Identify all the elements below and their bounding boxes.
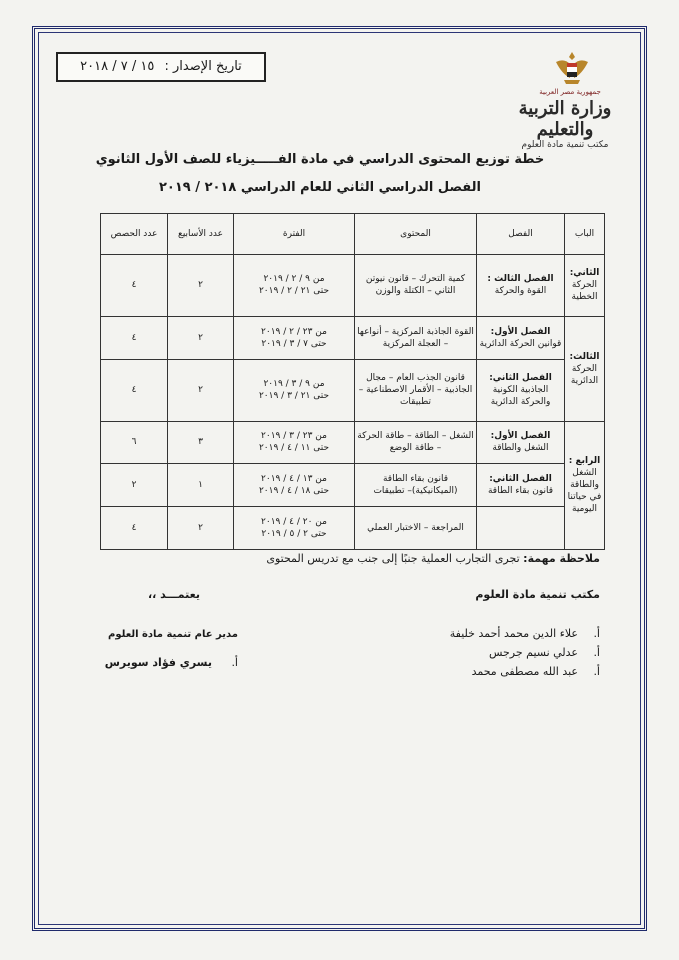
chapter-number: الفصل الأول: bbox=[490, 326, 551, 337]
approval-label: يعتمـــد ،، bbox=[147, 588, 200, 601]
period-from: من ٩ / ٢ / ٢٠١٩ bbox=[263, 274, 325, 285]
classes-cell: ٤ bbox=[101, 507, 168, 550]
director-signature bbox=[78, 656, 238, 669]
chapter-name: الشغل والطاقة bbox=[492, 443, 549, 454]
chapter-number: الفصل الثالث : bbox=[487, 274, 554, 285]
weeks-cell: ٢ bbox=[168, 359, 234, 421]
chapter-name: قانون بقاء الطاقة bbox=[487, 486, 554, 497]
issue-date-label: تاريخ الإصدار : bbox=[164, 59, 242, 74]
weeks-cell: ٢ bbox=[168, 255, 234, 317]
ministry-caption: جمهورية مصر العربية bbox=[539, 88, 601, 96]
weeks-cell: ٣ bbox=[168, 421, 234, 464]
period-to: حتى ١٨ / ٤ / ٢٠١٩ bbox=[258, 486, 330, 497]
plan-subtitle: الفصل الدراسي الثاني للعام الدراسي ٢٠١٨ / ٢٠١٩ bbox=[159, 180, 481, 195]
staff-name: عدلي نسيم جرجس bbox=[488, 646, 578, 659]
chapter-name: قوانين الحركة الدائرية bbox=[479, 338, 562, 349]
important-note bbox=[100, 552, 600, 565]
classes-cell: ٤ bbox=[101, 316, 168, 359]
header-fasl: الفصل bbox=[477, 214, 565, 255]
bab-cell bbox=[565, 255, 605, 317]
issue-date-box bbox=[56, 52, 266, 82]
chapter-number: الفصل الأول: bbox=[490, 431, 551, 442]
weeks-cell: ٢ bbox=[168, 316, 234, 359]
period-cell bbox=[234, 255, 355, 317]
office-subtitle: مكتب تنمية مادة العلوم bbox=[521, 140, 609, 150]
header-period: الفترة bbox=[234, 214, 355, 255]
eagle-emblem-icon bbox=[552, 48, 592, 88]
table-row bbox=[101, 359, 605, 421]
header-weeks: عدد الأسابيع bbox=[168, 214, 234, 255]
note-text: تجرى التجارب العملية جنبًا إلى جنب مع تدريس المحتوى bbox=[266, 552, 520, 565]
table-row bbox=[101, 255, 605, 317]
chapter-cell bbox=[477, 421, 565, 464]
bab-name: الحركة الخطية bbox=[571, 280, 598, 303]
bab-title: الثالث: bbox=[569, 351, 600, 362]
period-from: من ١٣ / ٤ / ٢٠١٩ bbox=[261, 474, 327, 485]
content-cell: الشغل – الطاقة – طاقة الحركة – طاقة الوضع bbox=[355, 421, 477, 464]
plan-title: خطة توزيع المحتوى الدراسي في مادة الفـــــيزياء للصف الأول الثانوي bbox=[95, 152, 545, 167]
weeks-cell: ١ bbox=[168, 464, 234, 507]
chapter-cell bbox=[477, 255, 565, 317]
chapter-name: الجاذبية الكونية والحركة الدائرية bbox=[490, 385, 551, 408]
bab-title: الثاني: bbox=[569, 268, 600, 279]
period-cell bbox=[234, 464, 355, 507]
classes-cell: ٦ bbox=[101, 421, 168, 464]
chapter-cell bbox=[477, 464, 565, 507]
period-to: حتى ٧ / ٣ / ٢٠١٩ bbox=[261, 338, 327, 349]
staff-list bbox=[400, 624, 600, 681]
list-item bbox=[400, 662, 600, 681]
director-name: يسري فؤاد سويرس bbox=[104, 656, 212, 669]
table-header-row bbox=[101, 214, 605, 255]
office-signature-title: مكتب تنمية مادة العلوم bbox=[475, 588, 600, 601]
distribution-table bbox=[100, 213, 605, 550]
period-from: من ٢٣ / ٢ / ٢٠١٩ bbox=[261, 326, 327, 337]
period-to: حتى ١١ / ٤ / ٢٠١٩ bbox=[258, 443, 330, 454]
period-cell bbox=[234, 507, 355, 550]
classes-cell: ٤ bbox=[101, 255, 168, 317]
period-to: حتى ٢ / ٥ / ٢٠١٩ bbox=[261, 529, 327, 540]
period-from: من ٩ / ٣ / ٢٠١٩ bbox=[263, 379, 325, 390]
period-cell bbox=[234, 421, 355, 464]
table-row bbox=[101, 507, 605, 550]
director-title: مدير عام تنمية مادة العلوم bbox=[108, 629, 238, 640]
content-cell: كمية التحرك – قانون نيوتن الثاني – الكتلة والوزن bbox=[355, 255, 477, 317]
staff-prefix: أ. bbox=[593, 665, 600, 678]
list-item bbox=[400, 624, 600, 643]
content-cell: قانون بقاء الطاقة (الميكانيكية)– تطبيقات bbox=[355, 464, 477, 507]
chapter-cell bbox=[477, 359, 565, 421]
bab-title: الرابع : bbox=[568, 456, 601, 467]
header-bab: الباب bbox=[565, 214, 605, 255]
staff-prefix: أ. bbox=[593, 627, 600, 640]
bab-cell bbox=[565, 421, 605, 550]
bab-name: الشغل والطاقة في حياتنا اليومية bbox=[567, 468, 602, 515]
issue-date-value: ١٥ / ٧ / ٢٠١٨ bbox=[80, 59, 155, 74]
chapter-cell bbox=[477, 316, 565, 359]
chapter-name: القوة والحركة bbox=[494, 286, 547, 297]
note-label: ملاحظة مهمة: bbox=[523, 552, 600, 565]
director-prefix: أ. bbox=[231, 656, 238, 669]
chapter-number: الفصل الثاني: bbox=[489, 474, 552, 485]
chapter-cell bbox=[477, 507, 565, 550]
ministry-logo-text: وزارة التربية والتعليم bbox=[518, 98, 612, 140]
content-cell: قانون الجذب العام – مجال الجاذبية – الأقمار الاصطناعية – تطبيقات bbox=[355, 359, 477, 421]
period-to: حتى ٢١ / ٣ / ٢٠١٩ bbox=[258, 391, 330, 402]
staff-name: عبد الله مصطفى محمد bbox=[471, 665, 578, 678]
weeks-cell: ٢ bbox=[168, 507, 234, 550]
period-from: من ٢٣ / ٣ / ٢٠١٩ bbox=[261, 431, 327, 442]
bab-name: الحركة الدائرية bbox=[570, 363, 599, 386]
period-cell bbox=[234, 359, 355, 421]
chapter-number: الفصل الثاني: bbox=[489, 373, 552, 384]
table-row bbox=[101, 316, 605, 359]
content-cell: القوة الجاذبة المركزية – أنواعها – العجلة المركزية bbox=[355, 316, 477, 359]
classes-cell: ٢ bbox=[101, 464, 168, 507]
period-to: حتى ٢١ / ٢ / ٢٠١٩ bbox=[258, 286, 330, 297]
bab-cell bbox=[565, 316, 605, 421]
period-from: من ٢٠ / ٤ / ٢٠١٩ bbox=[261, 517, 327, 528]
table-row bbox=[101, 464, 605, 507]
table-row bbox=[101, 421, 605, 464]
header-classes: عدد الحصص bbox=[101, 214, 168, 255]
period-cell bbox=[234, 316, 355, 359]
content-cell: المراجعة – الاختبار العملي bbox=[355, 507, 477, 550]
staff-prefix: أ. bbox=[593, 646, 600, 659]
list-item bbox=[400, 643, 600, 662]
header-content: المحتوى bbox=[355, 214, 477, 255]
classes-cell: ٤ bbox=[101, 359, 168, 421]
staff-name: علاء الدين محمد أحمد خليفة bbox=[449, 627, 578, 640]
